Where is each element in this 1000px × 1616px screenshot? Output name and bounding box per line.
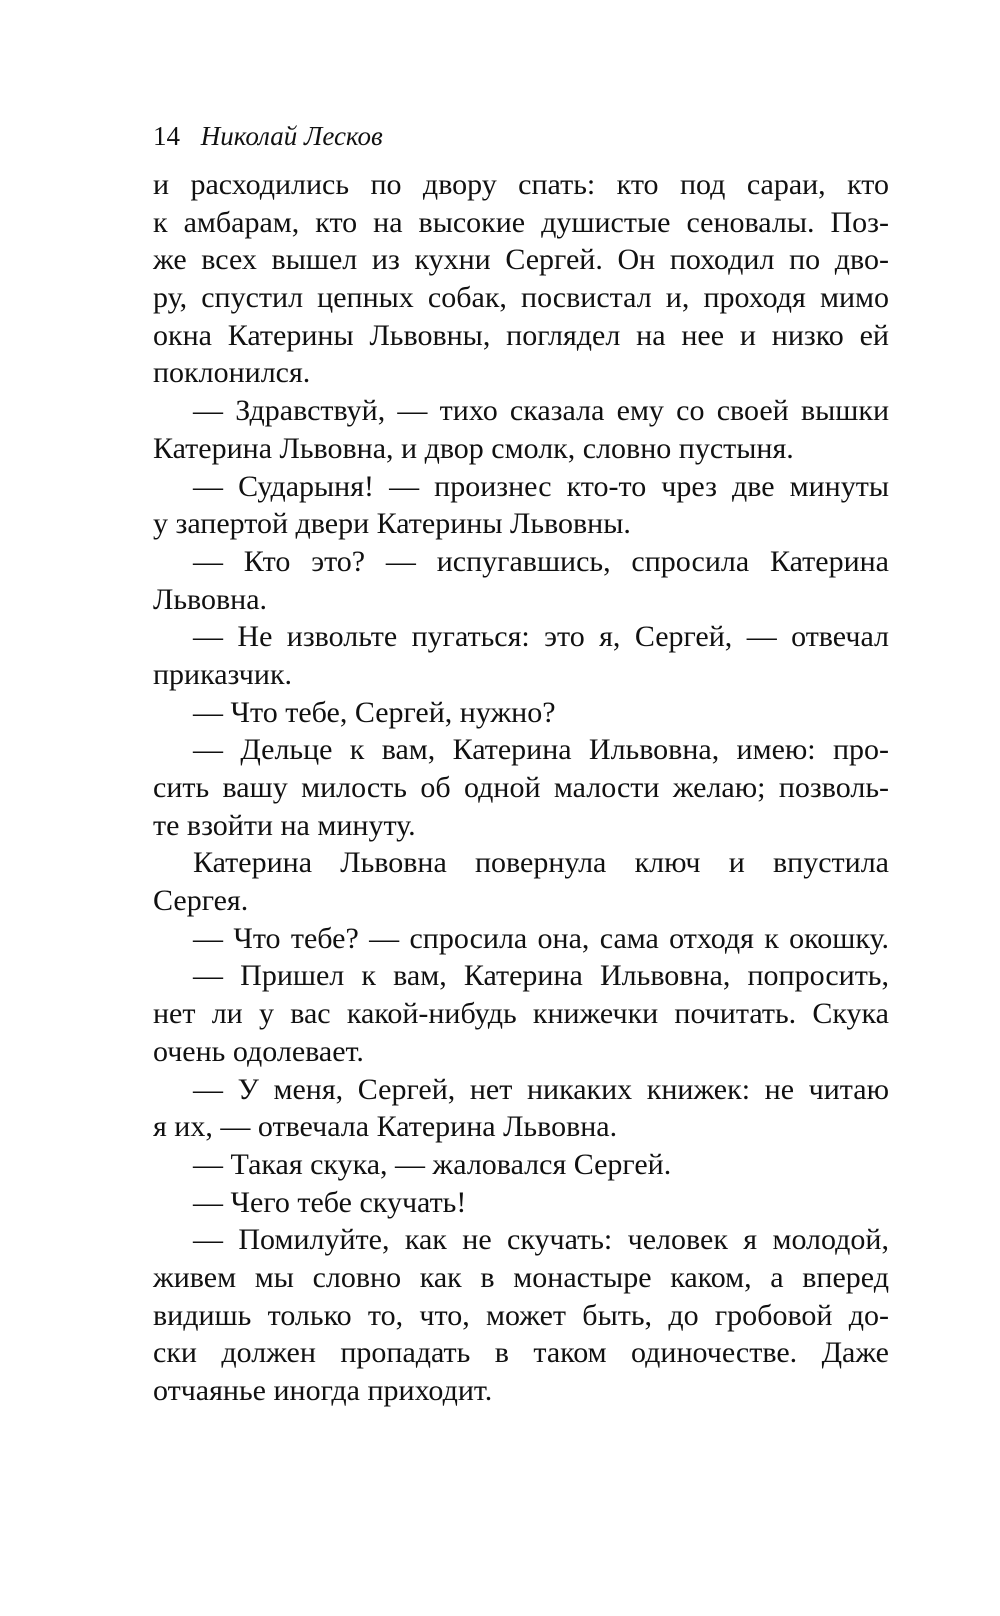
text-line: Катерина Львовна, и двор смолк, словно пустыня. xyxy=(153,431,794,465)
text-line: — Здравствуй, — тихо сказала ему со своей вышки xyxy=(193,394,889,428)
text-line: — Что тебе, Сергей, нужно? xyxy=(193,695,556,729)
text-line: — Помилуйте, как не скучать: человек я молодой, xyxy=(193,1223,889,1257)
text-line: я их, — отвечала Катерина Львовна. xyxy=(153,1110,618,1144)
text-line: — Кто это? — испугавшись, спросила Катерина xyxy=(193,544,889,578)
text-line: видишь только то, что, может быть, до гробовой до- xyxy=(153,1298,889,1332)
text-line: те взойти на минуту. xyxy=(153,808,416,842)
text-line: — Дельце к вам, Катерина Ильвовна, имею: про- xyxy=(193,733,889,767)
text-line: нет ли у вас какой-нибудь книжечки почитать. Скука xyxy=(153,997,889,1031)
text-line: ру, спустил цепных собак, посвистал и, проходя мимо xyxy=(153,281,889,315)
text-line: — У меня, Сергей, нет никаких книжек: не читаю xyxy=(193,1072,889,1106)
body-text xyxy=(153,166,889,1410)
text-line: поклонился. xyxy=(153,356,311,390)
text-line: — Чего тебе скучать! xyxy=(193,1185,467,1219)
text-line: у запертой двери Катерины Львовны. xyxy=(153,507,631,541)
page-number: 14 xyxy=(153,121,180,151)
author-name: Николай Лесков xyxy=(200,121,383,151)
text-line: ски должен пропадать в таком одиночестве. Даже xyxy=(153,1336,889,1370)
text-line: — Такая скука, — жаловался Сергей. xyxy=(193,1147,672,1181)
text-line: — Не извольте пугаться: это я, Сергей, — отвечал xyxy=(193,620,889,654)
text-line: отчаянье иногда приходит. xyxy=(153,1374,493,1407)
text-line: же всех вышел из кухни Сергей. Он походил по дво- xyxy=(153,243,889,277)
running-head xyxy=(153,118,383,154)
text-line: Львовна. xyxy=(153,582,268,616)
text-line: окна Катерины Львовны, поглядел на нее и низко ей xyxy=(153,318,889,352)
text-line: сить вашу милость об одной малости желаю; позволь- xyxy=(153,771,889,804)
text-line: живем мы словно как в монастыре каком, а вперед xyxy=(153,1260,889,1294)
text-line: Сергея. xyxy=(153,884,249,918)
text-line: — Сударыня! — произнес кто-то чрез две минуты xyxy=(193,469,889,503)
text-line: и расходились по двору спать: кто под сараи, кто xyxy=(153,168,889,201)
text-line: очень одолевает. xyxy=(153,1034,364,1068)
text-line: приказчик. xyxy=(153,657,293,691)
text-line: — Что тебе? — спросила она, сама отходя к окошку. xyxy=(193,921,889,955)
text-line: Катерина Львовна повернула ключ и впустила xyxy=(193,846,889,880)
text-line: — Пришел к вам, Катерина Ильвовна, попросить, xyxy=(193,959,889,993)
text-line: к амбарам, кто на высокие душистые сеновалы. Поз- xyxy=(153,205,889,239)
